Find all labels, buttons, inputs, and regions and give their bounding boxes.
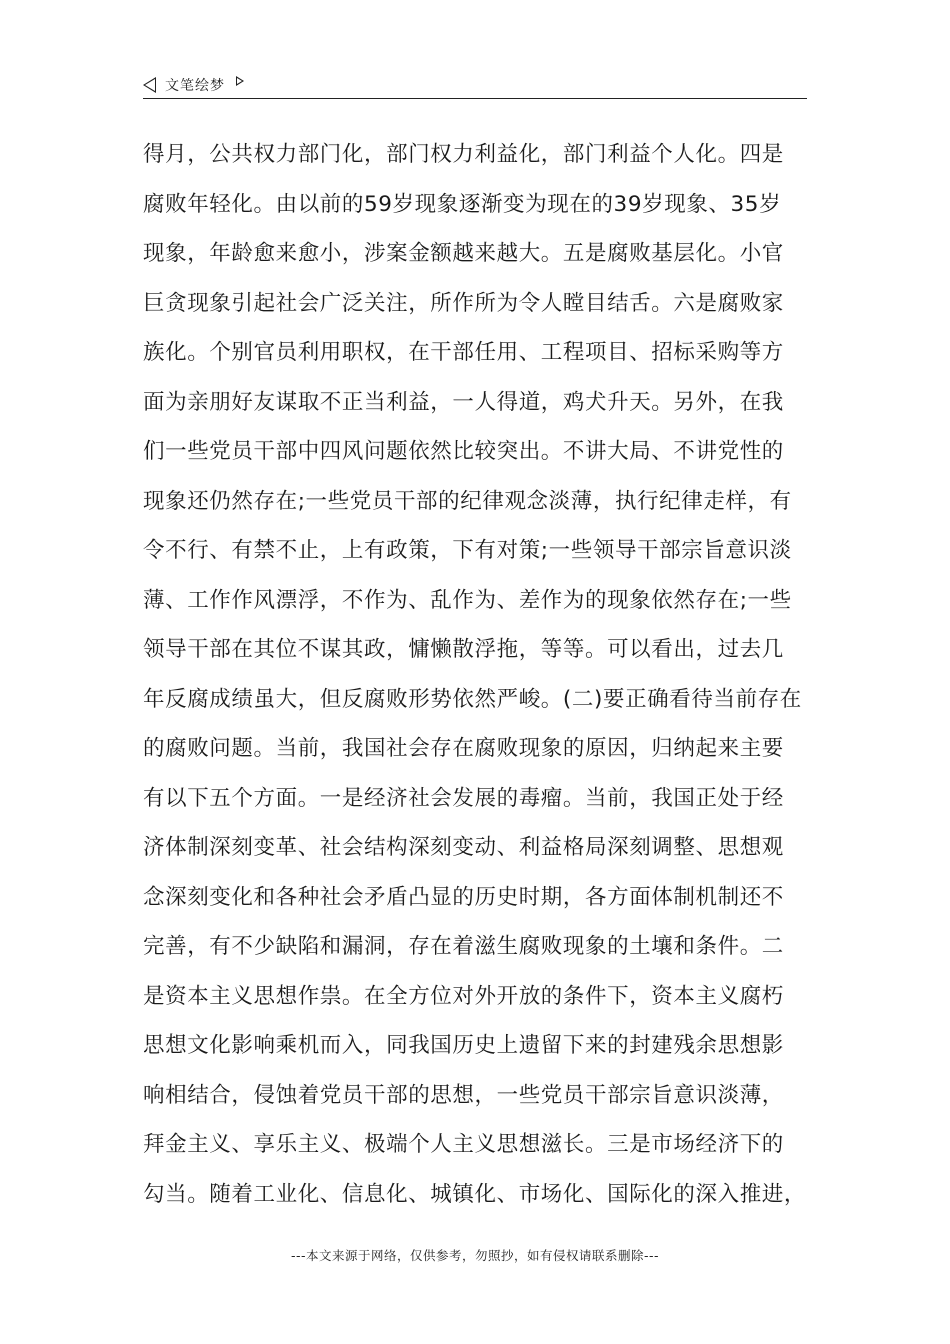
text-line: 现象还仍然存在;一些党员干部的纪律观念淡薄，执行纪律走样，有 [143,488,792,514]
text-line: 有以下五个方面。一是经济社会发展的毒瘤。当前，我国正处于经 [143,785,784,811]
text-line: 族化。个别官员利用职权，在干部任用、工程项目、招标采购等方 [143,340,784,365]
text-line: 勾当。随着工业化、信息化、城镇化、市场化、国际化的深入推进， [143,1181,807,1207]
page-header [143,72,807,99]
triangle-left-icon [143,77,156,93]
triangle-right-icon [236,76,244,86]
text-line: 薄、工作作风漂浮，不作为、乱作为、差作为的现象依然存在;一些 [143,587,792,613]
text-line: 思想文化影响乘机而入，同我国历史上遗留下来的封建残余思想影 [143,1033,784,1058]
text-line: 是资本主义思想作祟。在全方位对外开放的条件下，资本主义腐朽 [143,983,784,1009]
text-line: 念深刻变化和各种社会矛盾凸显的历史时期，各方面体制机制还不 [143,884,784,910]
text-line: 的腐败问题。当前，我国社会存在腐败现象的原因，归纳起来主要 [143,736,784,761]
text-line: 们一些党员干部中四风问题依然比较突出。不讲大局、不讲党性的 [143,439,784,464]
text-line: 响相结合，侵蚀着党员干部的思想，一些党员干部宗旨意识淡薄， [143,1082,784,1108]
text-line: 领导干部在其位不谋其政，慵懒散浮拖，等等。可以看出，过去几 [143,637,784,662]
text-line: 令不行、有禁不止，上有政策，下有对策;一些领导干部宗旨意识淡 [143,538,792,563]
text-line: 现象，年龄愈来愈小，涉案金额越来越大。五是腐败基层化。小官 [143,241,784,266]
text-line: 完善，有不少缺陷和漏洞，存在着滋生腐败现象的土壤和条件。二 [143,934,784,959]
text-line: 济体制深刻变革、社会结构深刻变动、利益格局深刻调整、思想观 [143,835,784,860]
document-body [143,130,811,1219]
text-line: 面为亲朋好友谋取不正当利益，一人得道，鸡犬升天。另外，在我 [143,389,784,415]
page-footer: ---本文来源于网络，仅供参考，勿照抄，如有侵权请联系删除--- [290,1248,660,1263]
header-brand: 文笔绘梦 [165,78,225,94]
text-line: 年反腐成绩虽大，但反腐败形势依然严峻。(二)要正确看待当前存在 [143,686,802,712]
text-line: 巨贪现象引起社会广泛关注，所作所为令人瞠目结舌。六是腐败家 [143,290,784,316]
text-line: 得月，公共权力部门化，部门权力利益化，部门利益个人化。四是 [143,142,784,167]
text-line: 腐败年轻化。由以前的59岁现象逐渐变为现在的39岁现象、35岁 [143,191,782,217]
text-line: 拜金主义、享乐主义、极端个人主义思想滋长。三是市场经济下的 [143,1132,784,1157]
